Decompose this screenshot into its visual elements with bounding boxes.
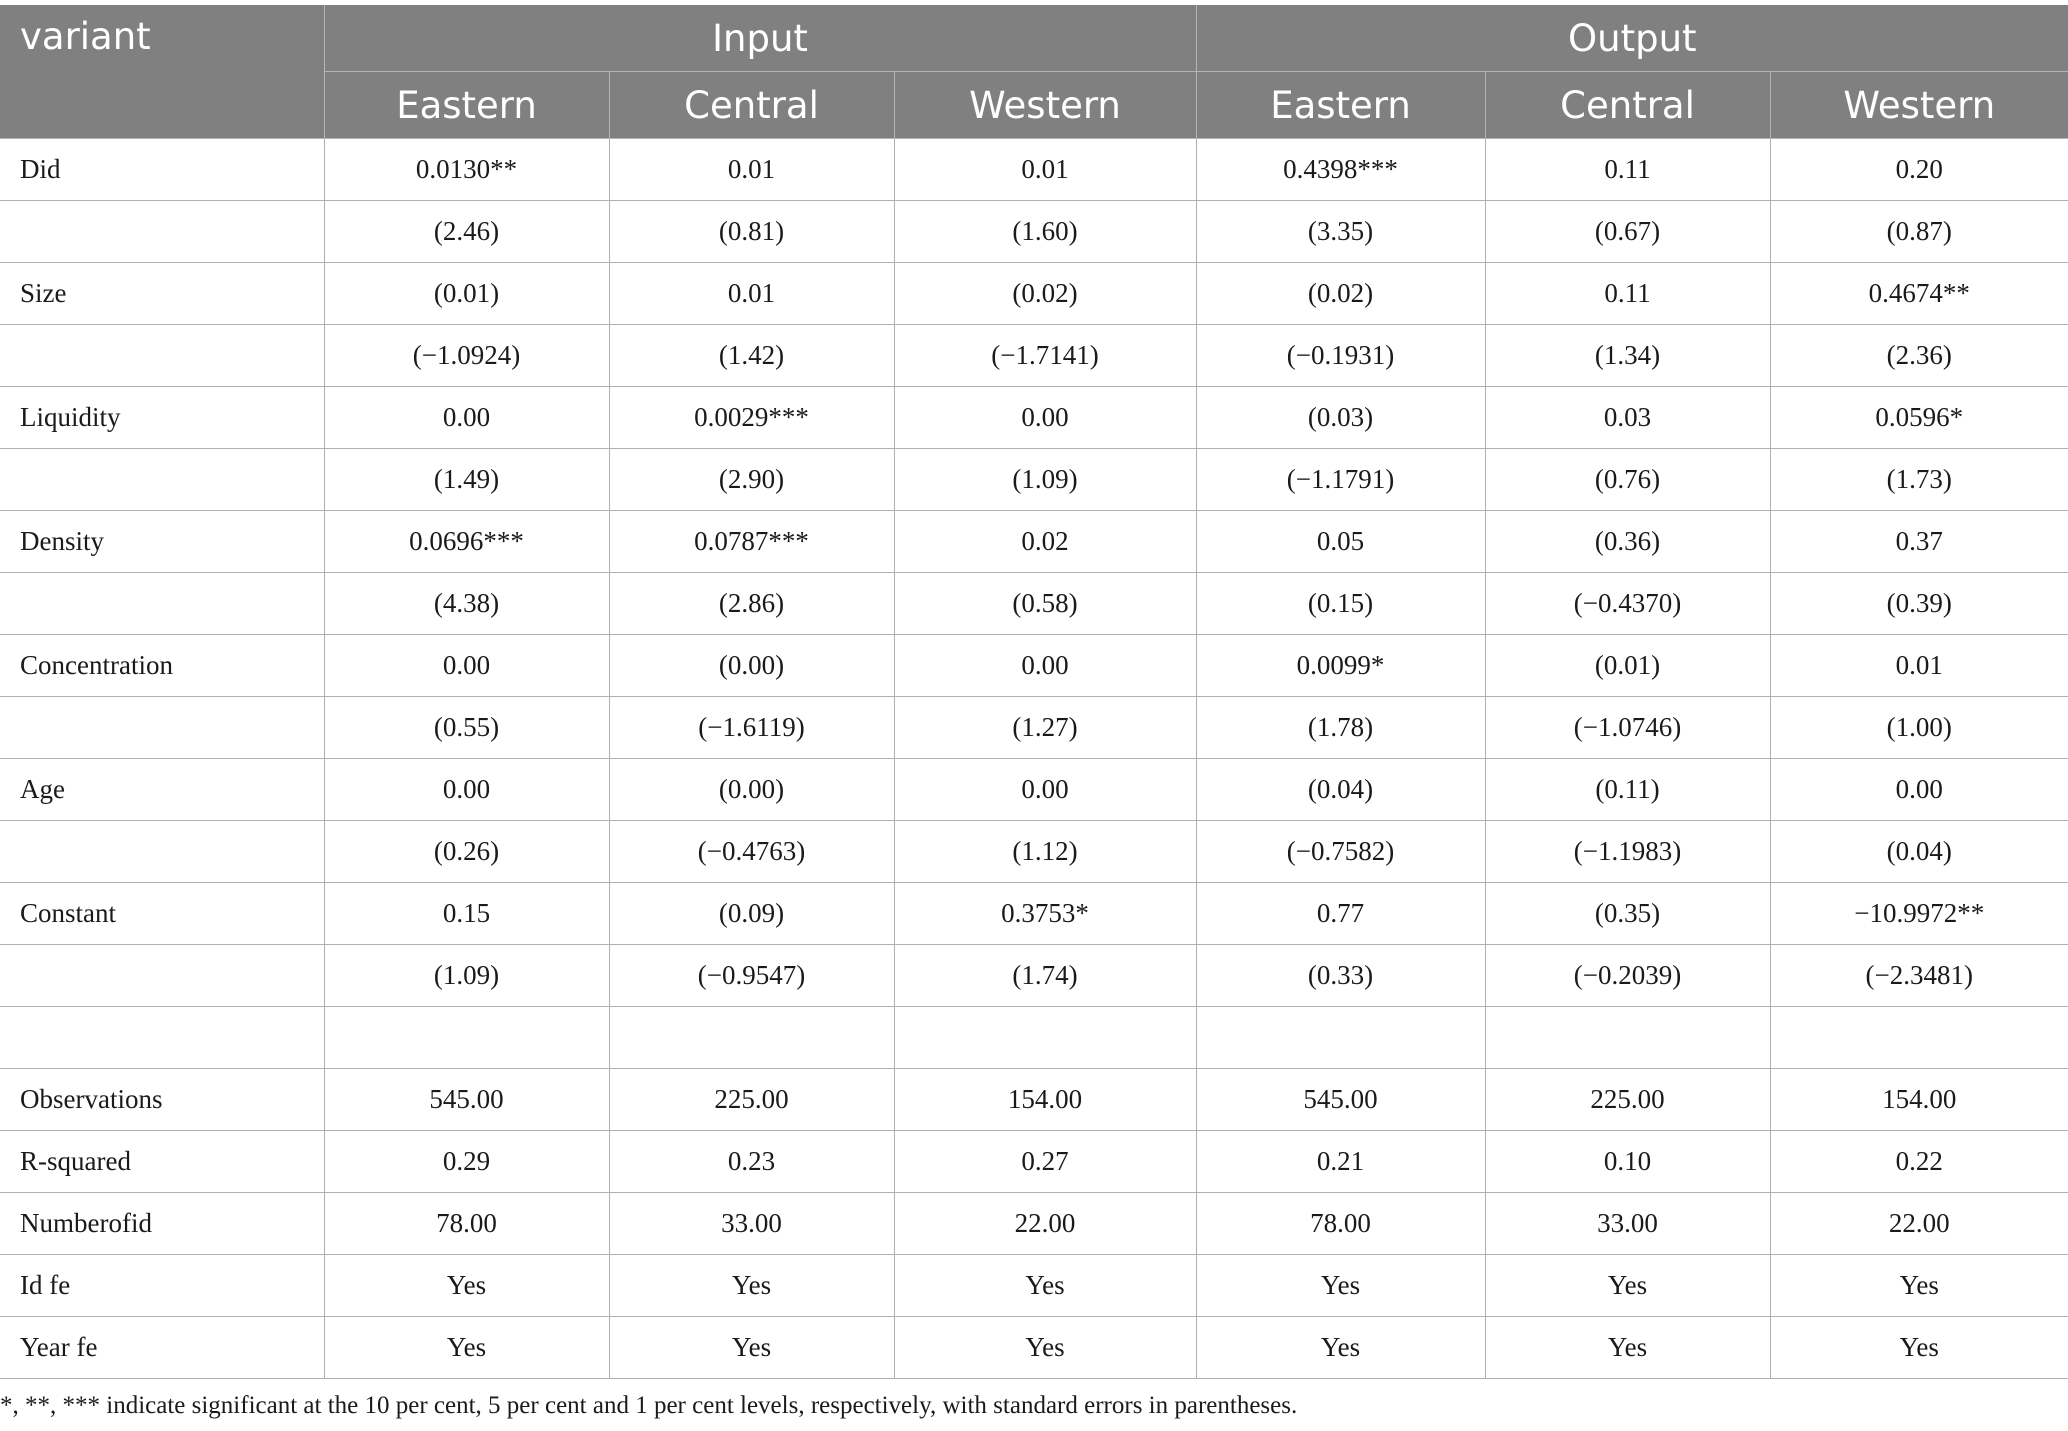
table-cell: 0.02 <box>894 511 1196 573</box>
table-cell: Yes <box>894 1255 1196 1317</box>
table-cell: (−1.0924) <box>324 325 609 387</box>
table-cell: Yes <box>324 1255 609 1317</box>
table-cell: 0.05 <box>1196 511 1485 573</box>
table-cell: (0.33) <box>1196 945 1485 1007</box>
table-row <box>0 449 2068 511</box>
table-row <box>0 1255 2068 1317</box>
header-group-row <box>0 5 2068 72</box>
row-label: Constant <box>0 883 324 945</box>
table-cell: 0.00 <box>1770 759 2068 821</box>
row-label: Id fe <box>0 1255 324 1317</box>
table-cell: 0.27 <box>894 1131 1196 1193</box>
table-cell: (0.26) <box>324 821 609 883</box>
table-cell: 0.03 <box>1485 387 1770 449</box>
table-cell: (0.02) <box>1196 263 1485 325</box>
table-cell: 0.0099* <box>1196 635 1485 697</box>
table-row <box>0 325 2068 387</box>
table-cell: −10.9972** <box>1770 883 2068 945</box>
table-cell: 22.00 <box>894 1193 1196 1255</box>
table-cell: 0.15 <box>324 883 609 945</box>
table-row <box>0 945 2068 1007</box>
row-label <box>0 697 324 759</box>
table-cell: Yes <box>1770 1317 2068 1379</box>
table-cell: 0.23 <box>609 1131 894 1193</box>
table-cell: Yes <box>609 1317 894 1379</box>
table-cell: 33.00 <box>609 1193 894 1255</box>
table-header <box>0 5 2068 139</box>
table-cell: (0.02) <box>894 263 1196 325</box>
table-cell: (0.58) <box>894 573 1196 635</box>
table-cell: 0.0596* <box>1770 387 2068 449</box>
table-cell: Yes <box>1485 1317 1770 1379</box>
table-cell: 225.00 <box>1485 1069 1770 1131</box>
table-cell: 0.0130** <box>324 139 609 201</box>
table-cell <box>894 1007 1196 1069</box>
table-cell: 0.22 <box>1770 1131 2068 1193</box>
row-label: Age <box>0 759 324 821</box>
table-cell: (0.35) <box>1485 883 1770 945</box>
table-cell: (0.00) <box>609 635 894 697</box>
row-label: Size <box>0 263 324 325</box>
row-label: Density <box>0 511 324 573</box>
table-cell: (0.01) <box>1485 635 1770 697</box>
table-cell: (1.49) <box>324 449 609 511</box>
table-cell: (0.15) <box>1196 573 1485 635</box>
table-row <box>0 759 2068 821</box>
table-cell: 0.21 <box>1196 1131 1485 1193</box>
row-label: Year fe <box>0 1317 324 1379</box>
row-label: Concentration <box>0 635 324 697</box>
table-cell: (0.09) <box>609 883 894 945</box>
output-group-header: Output <box>1196 5 2068 72</box>
regression-table-container <box>0 5 2068 1379</box>
table-cell: 0.20 <box>1770 139 2068 201</box>
table-cell: 0.37 <box>1770 511 2068 573</box>
row-label: Liquidity <box>0 387 324 449</box>
table-row <box>0 697 2068 759</box>
table-cell <box>324 1007 609 1069</box>
table-cell: (1.09) <box>894 449 1196 511</box>
table-cell: 22.00 <box>1770 1193 2068 1255</box>
table-row <box>0 1007 2068 1069</box>
table-row <box>0 821 2068 883</box>
table-row <box>0 1193 2068 1255</box>
table-row <box>0 139 2068 201</box>
table-cell: 0.00 <box>324 387 609 449</box>
table-cell: (1.74) <box>894 945 1196 1007</box>
table-cell: 225.00 <box>609 1069 894 1131</box>
row-label: R-squared <box>0 1131 324 1193</box>
table-cell: 0.0696*** <box>324 511 609 573</box>
table-cell: (1.34) <box>1485 325 1770 387</box>
table-cell: (0.04) <box>1770 821 2068 883</box>
table-cell: (3.35) <box>1196 201 1485 263</box>
table-cell: (1.09) <box>324 945 609 1007</box>
table-cell: (1.73) <box>1770 449 2068 511</box>
table-cell: 0.01 <box>609 263 894 325</box>
table-cell: 0.00 <box>894 635 1196 697</box>
table-cell <box>609 1007 894 1069</box>
table-cell: (−0.9547) <box>609 945 894 1007</box>
table-cell: (−1.7141) <box>894 325 1196 387</box>
table-cell: Yes <box>1196 1317 1485 1379</box>
table-cell: (1.78) <box>1196 697 1485 759</box>
row-label: Did <box>0 139 324 201</box>
table-body <box>0 139 2068 1379</box>
table-cell: (0.04) <box>1196 759 1485 821</box>
table-cell: 0.01 <box>894 139 1196 201</box>
table-cell: (0.03) <box>1196 387 1485 449</box>
input-group-header: Input <box>324 5 1196 72</box>
row-label: Numberofid <box>0 1193 324 1255</box>
table-cell: (0.76) <box>1485 449 1770 511</box>
table-cell: 0.00 <box>324 759 609 821</box>
row-label: Observations <box>0 1069 324 1131</box>
table-cell: (2.46) <box>324 201 609 263</box>
table-cell: 0.0787*** <box>609 511 894 573</box>
table-row <box>0 387 2068 449</box>
table-cell: 0.11 <box>1485 263 1770 325</box>
table-cell <box>1485 1007 1770 1069</box>
table-cell: (−1.1983) <box>1485 821 1770 883</box>
table-row <box>0 573 2068 635</box>
table-cell: 0.0029*** <box>609 387 894 449</box>
table-cell: (−0.1931) <box>1196 325 1485 387</box>
table-cell: (0.11) <box>1485 759 1770 821</box>
table-cell: 0.4674** <box>1770 263 2068 325</box>
table-cell: (−1.0746) <box>1485 697 1770 759</box>
row-label <box>0 201 324 263</box>
table-cell: (1.27) <box>894 697 1196 759</box>
table-cell: (4.38) <box>324 573 609 635</box>
variant-header: variant <box>0 5 324 139</box>
table-cell: (0.39) <box>1770 573 2068 635</box>
table-cell: 0.29 <box>324 1131 609 1193</box>
table-row <box>0 511 2068 573</box>
table-cell: (−1.1791) <box>1196 449 1485 511</box>
table-cell: (−0.4370) <box>1485 573 1770 635</box>
table-cell: 545.00 <box>1196 1069 1485 1131</box>
table-cell: (−0.4763) <box>609 821 894 883</box>
input-western-header: Western <box>894 72 1196 139</box>
table-cell: (1.00) <box>1770 697 2068 759</box>
table-cell: 0.01 <box>1770 635 2068 697</box>
input-central-header: Central <box>609 72 894 139</box>
table-cell: (2.36) <box>1770 325 2068 387</box>
table-cell: 0.00 <box>894 759 1196 821</box>
table-cell: 0.01 <box>609 139 894 201</box>
regression-table <box>0 5 2068 1379</box>
table-row <box>0 263 2068 325</box>
table-cell <box>1196 1007 1485 1069</box>
table-cell: (0.55) <box>324 697 609 759</box>
row-label <box>0 573 324 635</box>
table-cell: (2.86) <box>609 573 894 635</box>
table-row <box>0 1069 2068 1131</box>
table-cell: 0.77 <box>1196 883 1485 945</box>
table-cell: 0.00 <box>894 387 1196 449</box>
table-cell: (1.12) <box>894 821 1196 883</box>
table-cell: (−0.7582) <box>1196 821 1485 883</box>
table-cell: (1.42) <box>609 325 894 387</box>
table-cell: 0.3753* <box>894 883 1196 945</box>
table-cell: Yes <box>1196 1255 1485 1317</box>
table-cell: (0.87) <box>1770 201 2068 263</box>
table-cell: (−2.3481) <box>1770 945 2068 1007</box>
table-cell: (0.81) <box>609 201 894 263</box>
table-cell: Yes <box>609 1255 894 1317</box>
table-row <box>0 883 2068 945</box>
table-cell: Yes <box>324 1317 609 1379</box>
table-cell: 78.00 <box>1196 1193 1485 1255</box>
table-row <box>0 1131 2068 1193</box>
table-cell: (0.36) <box>1485 511 1770 573</box>
input-eastern-header: Eastern <box>324 72 609 139</box>
row-label <box>0 821 324 883</box>
table-cell: (−1.6119) <box>609 697 894 759</box>
table-cell <box>1770 1007 2068 1069</box>
table-cell: 0.10 <box>1485 1131 1770 1193</box>
table-footnote: *, **, *** indicate significant at the 10 per cent, 5 per cent and 1 per cent levels, respectively, with standard errors in parentheses. <box>0 1392 1298 1419</box>
table-cell: (0.01) <box>324 263 609 325</box>
row-label <box>0 449 324 511</box>
table-cell: Yes <box>1770 1255 2068 1317</box>
table-row <box>0 635 2068 697</box>
table-cell: (0.67) <box>1485 201 1770 263</box>
row-label <box>0 945 324 1007</box>
row-label <box>0 1007 324 1069</box>
table-cell: 154.00 <box>1770 1069 2068 1131</box>
table-cell: (−0.2039) <box>1485 945 1770 1007</box>
table-cell: 154.00 <box>894 1069 1196 1131</box>
table-cell: 0.4398*** <box>1196 139 1485 201</box>
table-cell: 545.00 <box>324 1069 609 1131</box>
output-western-header: Western <box>1770 72 2068 139</box>
output-eastern-header: Eastern <box>1196 72 1485 139</box>
table-cell: 0.00 <box>324 635 609 697</box>
table-cell: 78.00 <box>324 1193 609 1255</box>
table-cell: 0.11 <box>1485 139 1770 201</box>
table-cell: (0.00) <box>609 759 894 821</box>
table-row <box>0 201 2068 263</box>
table-cell: Yes <box>1485 1255 1770 1317</box>
table-cell: 33.00 <box>1485 1193 1770 1255</box>
table-cell: (1.60) <box>894 201 1196 263</box>
row-label <box>0 325 324 387</box>
table-row <box>0 1317 2068 1379</box>
output-central-header: Central <box>1485 72 1770 139</box>
table-cell: Yes <box>894 1317 1196 1379</box>
table-cell: (2.90) <box>609 449 894 511</box>
